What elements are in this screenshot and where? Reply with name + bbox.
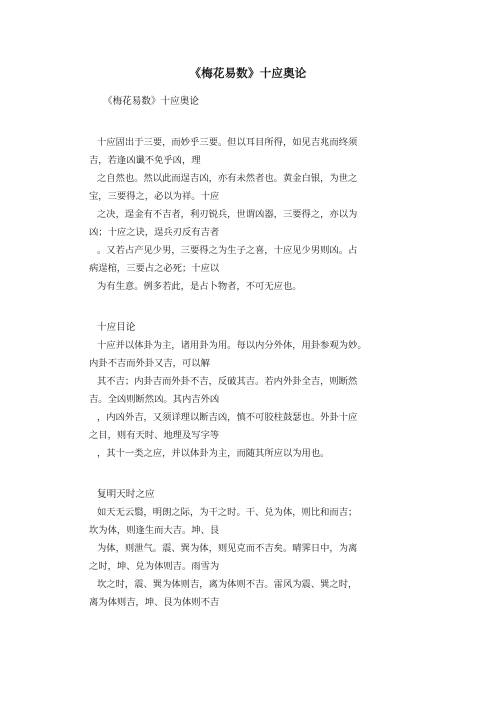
paragraph-line: 十应固出于三要，而妙乎三要。但以耳目所得，如见吉兆而终须 — [97, 137, 358, 148]
document-title: 《梅花易数》十应奥论 — [189, 66, 307, 80]
paragraph-line: 宝，三要得之，必以为祥。十应 — [89, 191, 220, 202]
paragraph-line: 凶；十应之诀，逞兵刃反有吉者 — [89, 227, 220, 238]
paragraph-line: 坎之时，震、巽为体则吉，离为体则不吉。雷风为震、巽之时， — [97, 579, 358, 590]
paragraph-line: 为有生意。例多若此，是占卜物者，不可无应也。 — [97, 281, 302, 292]
paragraph-line: ，其十一类之应，并以体卦为主，而随其所应以为用也。 — [97, 448, 330, 459]
section-heading: 十应目论 — [97, 322, 136, 333]
paragraph-line: 坎为体，则逢生而大吉。坤、艮 — [89, 525, 220, 536]
paragraph-line: 吉，若逢凶谶不免乎凶，理 — [89, 155, 201, 166]
paragraph-line: 十应并以体卦为主，诸用卦为用。每以内分外体，用卦参观为妙。 — [97, 340, 367, 351]
paragraph-line: 吉。全凶则断然凶。其内吉外凶 — [89, 394, 220, 405]
paragraph-line: 为体，则泄气。震、巽为体，则见克而不吉矣。晴霁日中，为离 — [97, 543, 358, 554]
paragraph-line: 如天无云翳，明朗之际，为干之时。干、兑为体，则比和而吉； — [97, 507, 358, 518]
paragraph-line: ，内凶外吉，又须详理以断吉凶，慎不可胶柱鼓瑟也。外卦十应 — [97, 412, 358, 423]
section-heading: 复明天时之应 — [97, 489, 155, 500]
paragraph-line: 之自然也。然以此而逞吉凶，亦有未然者也。黄金白银，为世之 — [97, 173, 358, 184]
paragraph-line: 之时，坤、兑为体则吉。雨雪为 — [89, 561, 220, 572]
paragraph-line: 内卦不吉而外卦又吉，可以解 — [89, 358, 210, 369]
paragraph-line: 之决，逞金有不吉者，利刃锐兵，世谓凶器，三要得之，亦以为 — [97, 209, 358, 220]
paragraph-line: 离为体则吉，坤、艮为体则不吉 — [89, 597, 220, 608]
paragraph-line: 。又若占产见少男，三要得之为生子之喜，十应见少男则凶。占 — [97, 245, 358, 256]
section-heading: 《梅花易数》十应奥论 — [103, 96, 199, 107]
paragraph-line: 之目，则有天时、地理及写字等 — [89, 430, 220, 441]
paragraph-line: 病逞棺，三要占之必死；十应以 — [89, 263, 220, 274]
paragraph-line: 其不吉；内卦吉而外卦不吉，反破其吉。若内外卦全吉，则断然 — [97, 376, 358, 387]
